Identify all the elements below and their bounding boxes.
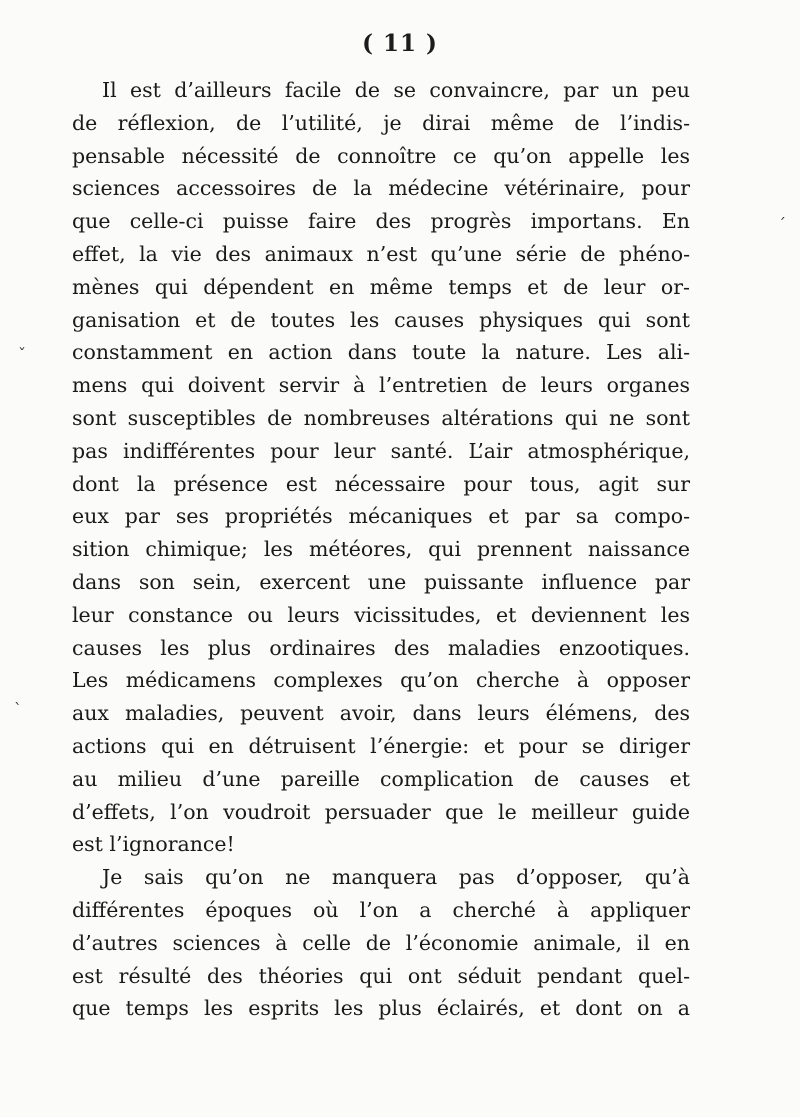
text-line: est l’ignorance! bbox=[72, 832, 235, 857]
text-line: Les médicamens complexes qu’on cherche à opposer bbox=[72, 668, 690, 693]
text-line: sont susceptibles de nombreuses altérations qui ne sont bbox=[72, 405, 690, 430]
text-line: constamment en action dans toute la nature. Les ali- bbox=[72, 340, 690, 365]
body-text bbox=[72, 74, 690, 1025]
text-line: sition chimique; les météores, qui prennent naissance bbox=[72, 537, 690, 562]
text-line: mènes qui dépendent en même temps et de leur or- bbox=[72, 274, 690, 299]
text-line: dans son sein, exercent une puissante influence par bbox=[72, 569, 690, 594]
text-line: que temps les esprits les plus éclairés, et dont on a bbox=[72, 996, 690, 1021]
text-line: mens qui doivent servir à l’entretien de leurs organes bbox=[72, 373, 690, 398]
text-line: eux par ses propriétés mécaniques et par sa compo- bbox=[72, 504, 690, 529]
text-line: aux maladies, peuvent avoir, dans leurs élémens, des bbox=[72, 701, 690, 726]
text-line: dont la présence est nécessaire pour tous, agit sur bbox=[72, 471, 690, 496]
text-line: que celle-ci puisse faire des progrès importans. En bbox=[72, 209, 690, 234]
text-line: d’autres sciences à celle de l’économie animale, il en bbox=[72, 930, 690, 955]
text-line: effet, la vie des animaux n’est qu’une série de phéno- bbox=[72, 241, 690, 266]
text-line: de réflexion, de l’utilité, je dirai même de l’indis- bbox=[72, 110, 690, 135]
text-line: d’effets, l’on voudroit persuader que le meilleur guide bbox=[72, 799, 690, 824]
text-line: Il est d’ailleurs facile de se convaincre, par un peu bbox=[102, 78, 690, 102]
text-line: pensable nécessité de connoître ce qu’on appelle les bbox=[72, 143, 690, 168]
text-line: différentes époques où l’on a cherché à appliquer bbox=[72, 897, 690, 922]
margin-mark: ˇ bbox=[18, 345, 26, 364]
paragraph-2 bbox=[72, 861, 690, 1025]
page-number: ( 11 ) bbox=[362, 30, 438, 57]
text-line: Je sais qu’on ne manquera pas d’opposer, qu’à bbox=[102, 865, 690, 890]
text-line: causes les plus ordinaires des maladies enzootiques. bbox=[72, 635, 690, 660]
margin-mark: ˊ bbox=[778, 215, 786, 234]
text-line: pas indifférentes pour leur santé. L’air atmosphérique, bbox=[72, 438, 690, 463]
paragraph-1 bbox=[72, 74, 690, 861]
text-line: leur constance ou leurs vicissitudes, et deviennent les bbox=[72, 602, 690, 627]
text-line: sciences accessoires de la médecine vétérinaire, pour bbox=[72, 176, 690, 201]
margin-mark: ˋ bbox=[14, 700, 22, 719]
text-line: ganisation et de toutes les causes physiques qui sont bbox=[72, 307, 690, 332]
text-line: actions qui en détruisent l’énergie: et pour se diriger bbox=[72, 733, 690, 758]
text-line: est résulté des théories qui ont séduit pendant quel- bbox=[72, 963, 690, 988]
text-line: au milieu d’une pareille complication de causes et bbox=[72, 766, 690, 791]
